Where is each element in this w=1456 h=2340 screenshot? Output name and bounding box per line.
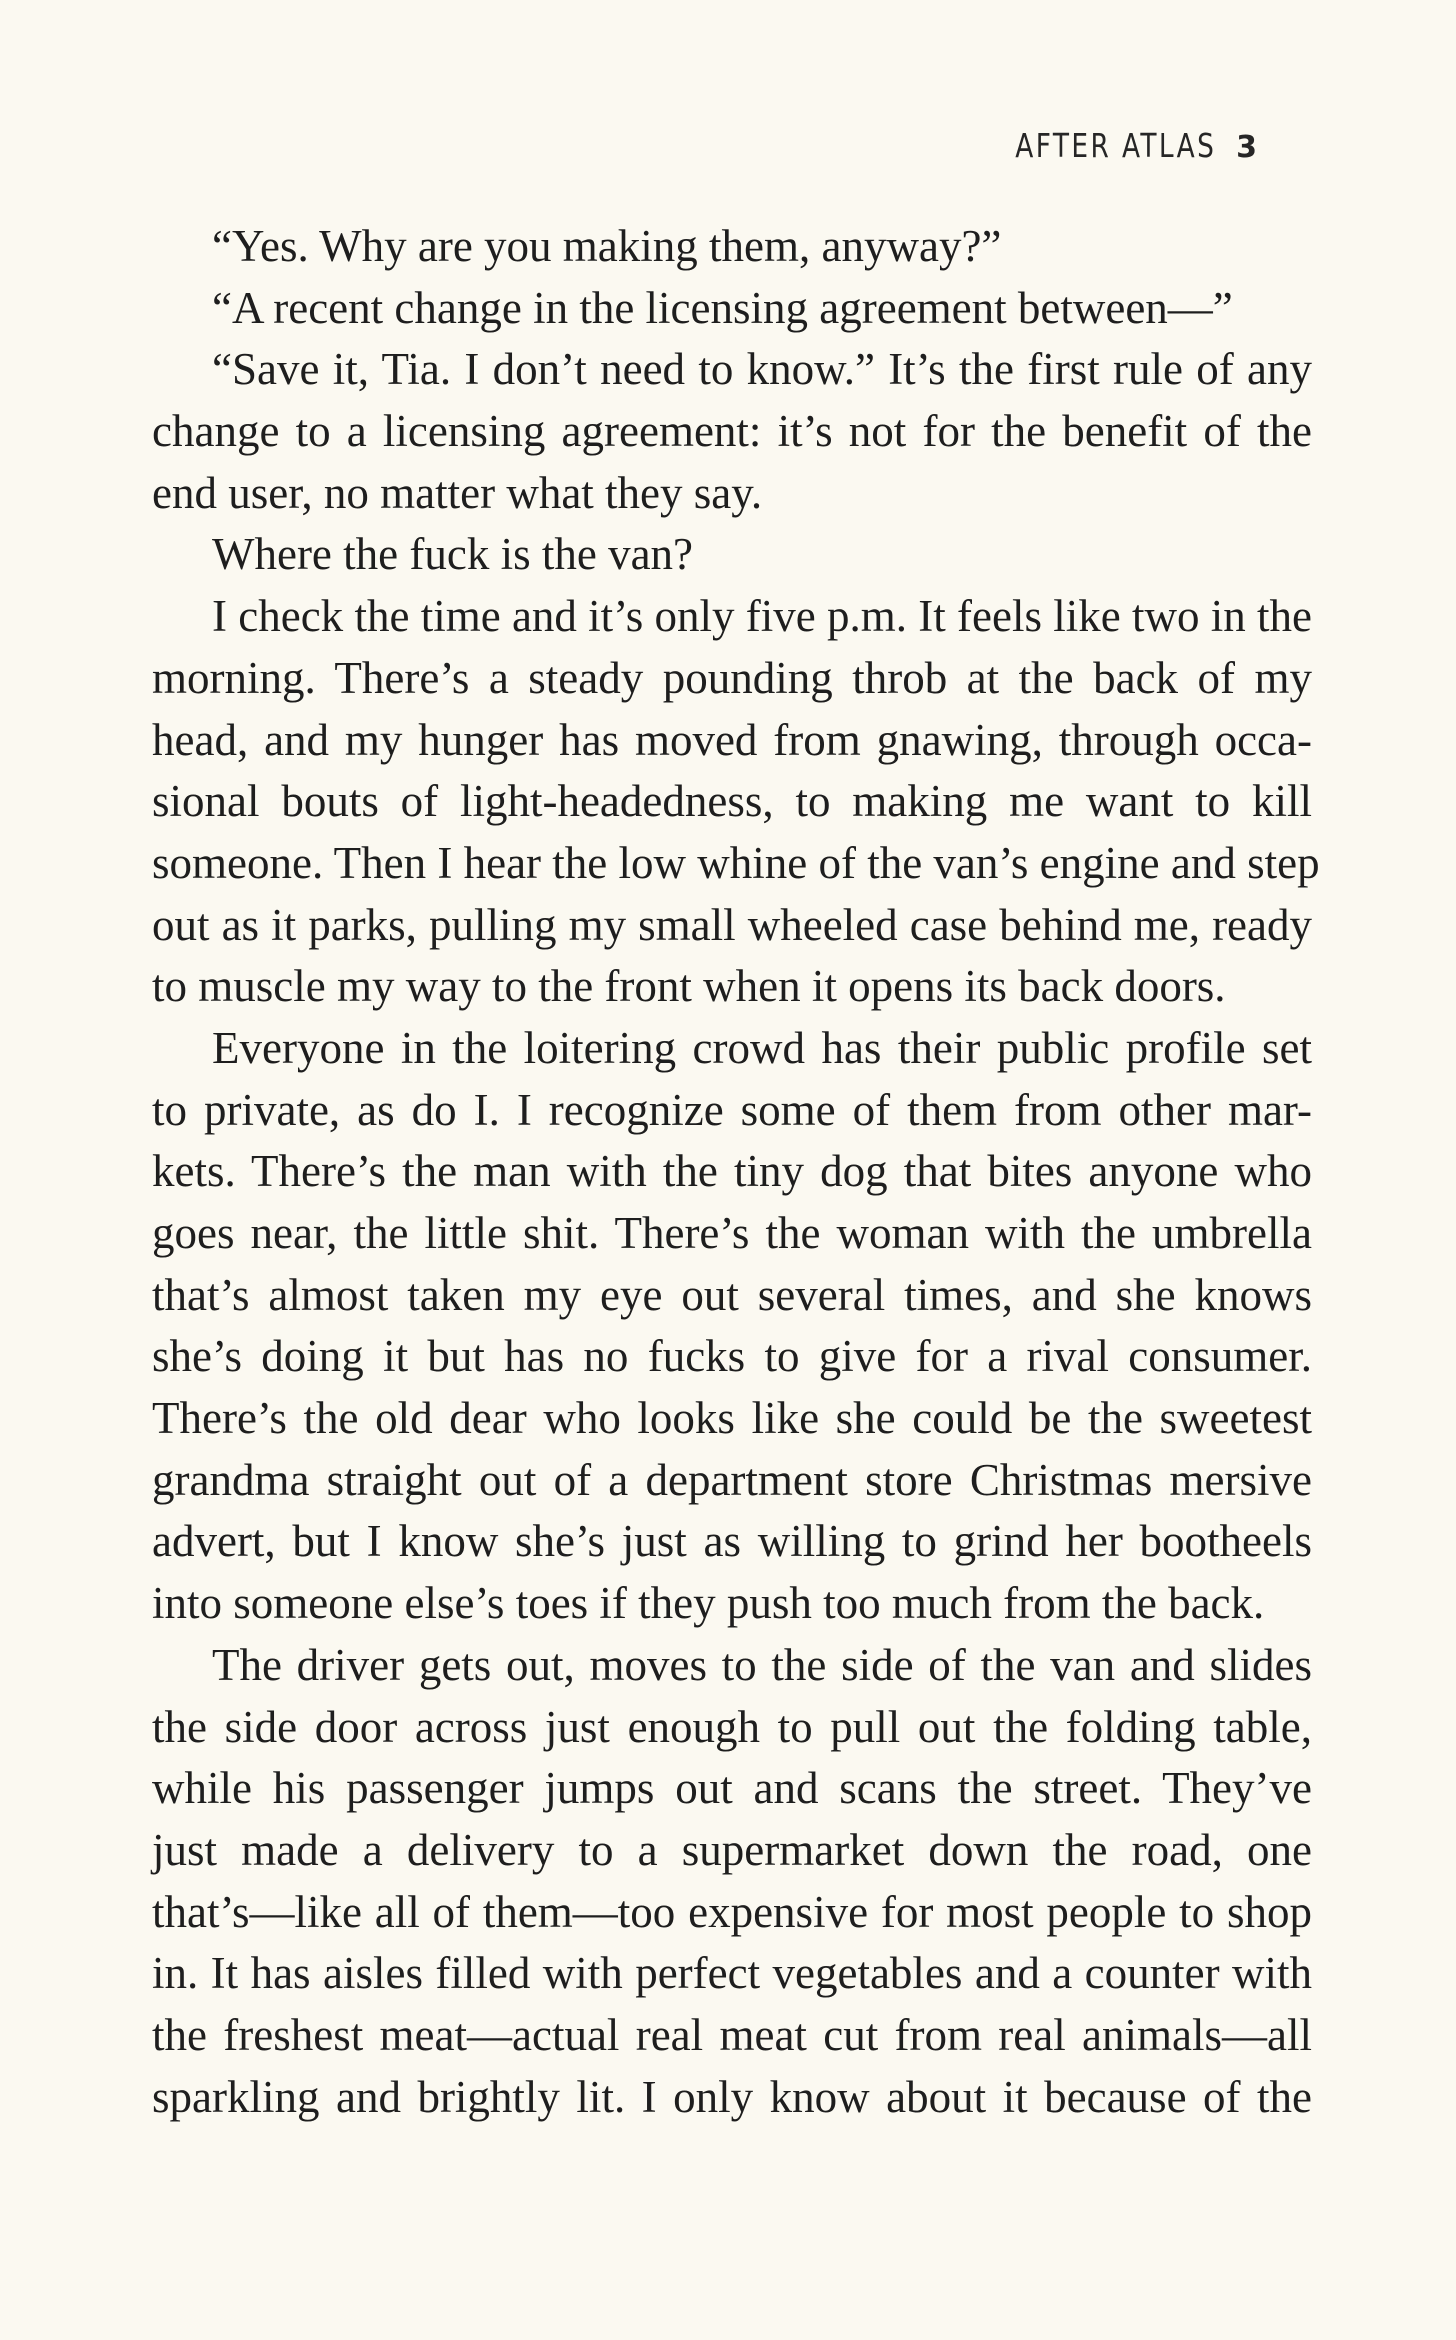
text-line: end user, no matter what they say. — [152, 467, 763, 518]
text-line: grandma straight out of a department store Christmas mersive — [152, 1454, 1312, 1505]
text-line: sparkling and brightly lit. I only know about it because of the — [152, 2071, 1312, 2122]
text-line: kets. There’s the man with the tiny dog that bites anyone who — [152, 1146, 1312, 1197]
text-line: morning. There’s a steady pounding throb at the back of my — [152, 652, 1312, 703]
text-line: out as it parks, pulling my small wheeled case behind me, ready — [152, 899, 1312, 950]
text-line: change to a licensing agreement: it’s not for the benefit of the — [152, 406, 1312, 457]
text-line: There’s the old dear who looks like she could be the sweetest — [152, 1393, 1312, 1444]
paragraph — [152, 1018, 1312, 1635]
paragraph — [152, 524, 1312, 586]
running-head — [965, 126, 1260, 165]
paragraph — [152, 339, 1312, 524]
text-line: to muscle my way to the front when it opens its back doors. — [152, 961, 1226, 1012]
text-line: Where the fuck is the van? — [212, 529, 694, 580]
text-line: to private, as do I. I recognize some of them from other mar- — [152, 1084, 1312, 1135]
text-line: in. It has aisles filled with perfect vegetables and a counter with — [152, 1948, 1312, 1999]
text-line: goes near, the little shit. There’s the woman with the umbrella — [152, 1208, 1312, 1258]
text-line: someone. Then I hear the low whine of the van’s engine and step — [152, 837, 1320, 888]
text-line: advert, but I know she’s just as willing to grind her bootheels — [152, 1516, 1312, 1567]
text-line: just made a delivery to a supermarket down the road, one — [152, 1824, 1312, 1875]
text-line: that’s almost taken my eye out several times, and she knows — [152, 1269, 1312, 1320]
paragraph — [152, 1635, 1312, 2129]
text-line: she’s doing it but has no fucks to give for a rival consumer. — [152, 1331, 1312, 1382]
page-number: 3 — [1236, 130, 1260, 165]
paragraph — [152, 586, 1320, 1018]
text-line: sional bouts of light-headedness, to making me want to kill — [152, 776, 1312, 827]
body-text — [152, 216, 1320, 2128]
text-line: the freshest meat—actual real meat cut from real animals—all — [152, 2009, 1312, 2060]
text-line: “Yes. Why are you making them, anyway?” — [212, 221, 1002, 271]
text-line: into someone else’s toes if they push too much from the back. — [152, 1578, 1265, 1629]
text-line: I check the time and it’s only five p.m. It feels like two in the — [212, 591, 1312, 642]
paragraph — [152, 216, 1312, 278]
text-line: Everyone in the loitering crowd has their public profile set — [212, 1022, 1312, 1073]
text-line: the side door across just enough to pull out the folding table, — [152, 1701, 1312, 1752]
running-head-title: AFTER ATLAS — [1015, 126, 1217, 165]
text-line: that’s—like all of them—too expensive for most people to shop — [152, 1886, 1312, 1937]
text-line: The driver gets out, moves to the side of the van and slides — [212, 1639, 1312, 1690]
text-line: while his passenger jumps out and scans the street. They’ve — [152, 1763, 1312, 1814]
text-line: “Save it, Tia. I don’t need to know.” It’s the first rule of any — [212, 344, 1312, 395]
paragraph — [152, 278, 1312, 340]
text-line: head, and my hunger has moved from gnawing, through occa- — [152, 714, 1312, 765]
text-line: “A recent change in the licensing agreement between—” — [212, 282, 1233, 333]
